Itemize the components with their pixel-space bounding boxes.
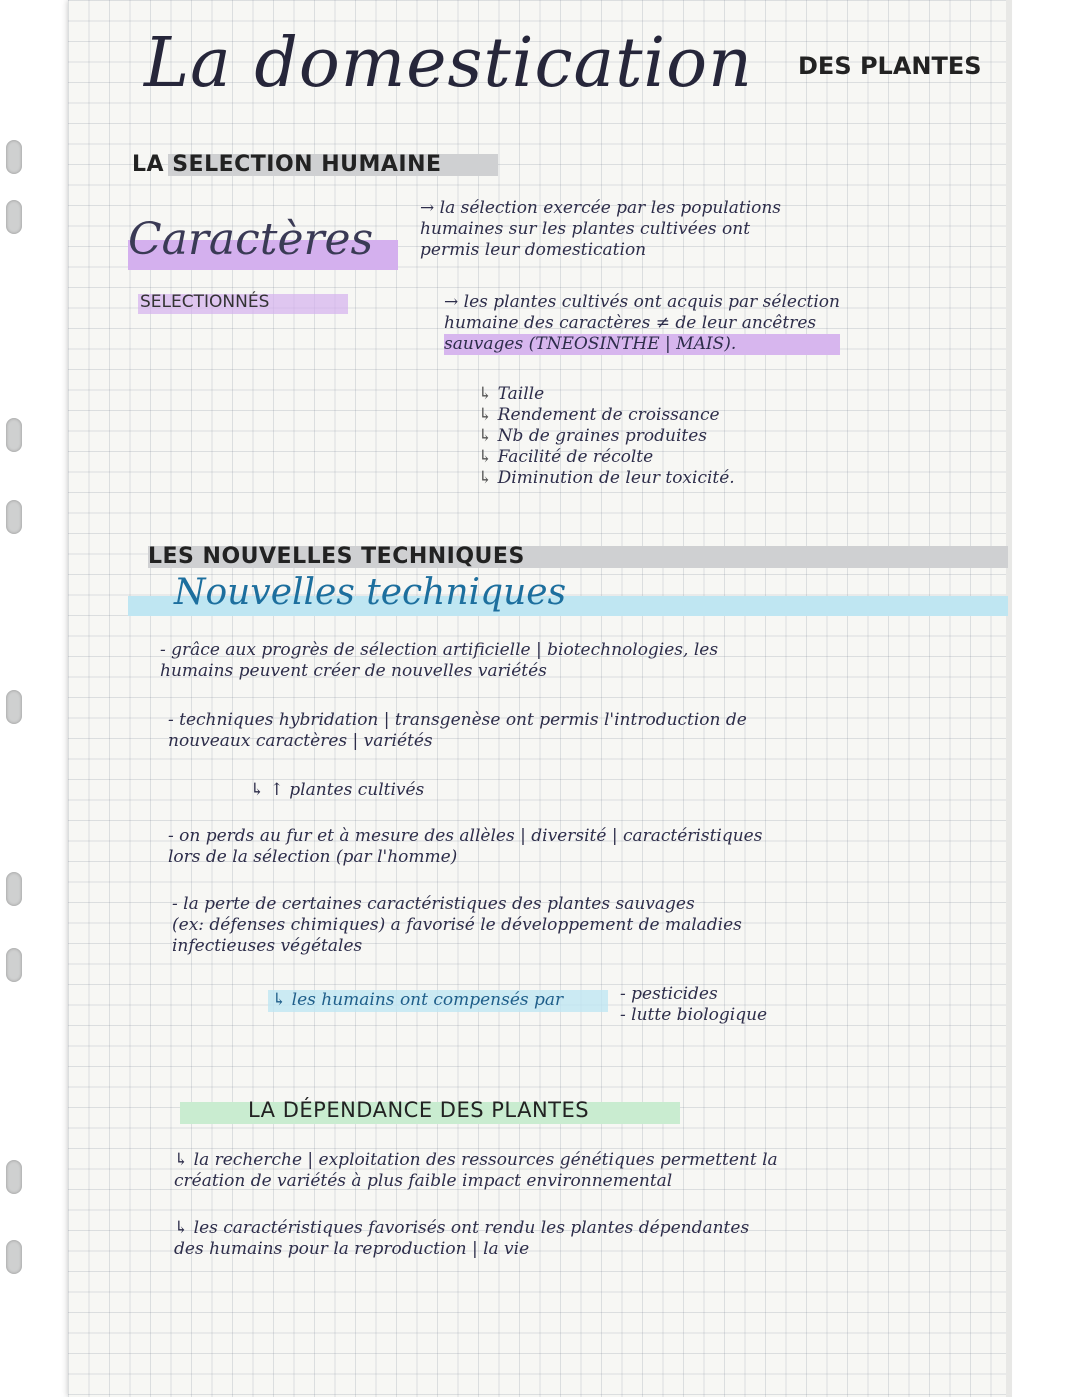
compensation-list: - pesticides - lutte biologique xyxy=(620,984,768,1025)
list-item: ↳ Rendement de croissance xyxy=(478,405,735,426)
section-heading-techniques: LES NOUVELLES TECHNIQUES xyxy=(148,544,525,569)
label-caracteres: Caractères xyxy=(128,214,374,265)
page-edge xyxy=(1006,0,1012,1397)
list-item: ↳ Facilité de récolte xyxy=(478,447,735,468)
paragraph: - la perte de certaines caractéristiques des plantes sauvages (ex: défenses chimiques) a favorisé le développement de maladies infectieuses végétales xyxy=(172,894,742,956)
binder-hole xyxy=(6,418,22,452)
paragraph: ↳ la recherche | exploitation des ressources génétiques permettent la création de variétés à plus faible impact environnemental xyxy=(174,1150,778,1191)
arrow-note: ↳ ↑ plantes cultivés xyxy=(250,780,425,800)
binder-hole xyxy=(6,140,22,174)
page-subtitle: DES PLANTES xyxy=(798,52,982,80)
paragraph: - grâce aux progrès de sélection artificielle | biotechnologies, les humains peuvent créer de nouvelles variétés xyxy=(160,640,719,681)
label-selectionnes: SELECTIONNÉS xyxy=(140,292,270,312)
subtitle-nouvelles-techniques: Nouvelles techniques xyxy=(174,572,567,613)
binder-hole xyxy=(6,1160,22,1194)
paragraph: ↳ les caractéristiques favorisés ont rendu les plantes dépendantes des humains pour la reproduction | la vie xyxy=(174,1218,750,1259)
binder-hole xyxy=(6,200,22,234)
page-title: La domestication xyxy=(144,24,753,103)
section-heading-dependance: LA DÉPENDANCE DES PLANTES xyxy=(248,1098,590,1122)
list-item: ↳ Taille xyxy=(478,384,735,405)
section-heading-selection: LA SELECTION HUMAINE xyxy=(132,152,442,177)
notebook-page xyxy=(68,0,1006,1397)
note-point2: → les plantes cultivés ont acquis par sélection humaine des caractères ≠ de leur ancêtres sauvages (TNEOSINTHE | MAIS). xyxy=(444,292,840,354)
list-item: ↳ Diminution de leur toxicité. xyxy=(478,468,735,489)
list-item: ↳ Nb de graines produites xyxy=(478,426,735,447)
binder-hole xyxy=(6,872,22,906)
arrow-note: ↳ les humains ont compensés par xyxy=(272,990,564,1010)
binder-hole xyxy=(6,690,22,724)
paragraph: - on perds au fur et à mesure des allèles | diversité | caractéristiques lors de la sélection (par l'homme) xyxy=(168,826,763,867)
binder-hole xyxy=(6,948,22,982)
paragraph: - techniques hybridation | transgenèse ont permis l'introduction de nouveaux caractères | variétés xyxy=(168,710,747,751)
note-point1: → la sélection exercée par les populations humaines sur les plantes cultivées ont permis leur domestication xyxy=(420,198,782,260)
binder-hole xyxy=(6,500,22,534)
traits-list xyxy=(478,384,735,489)
binder-hole xyxy=(6,1240,22,1274)
